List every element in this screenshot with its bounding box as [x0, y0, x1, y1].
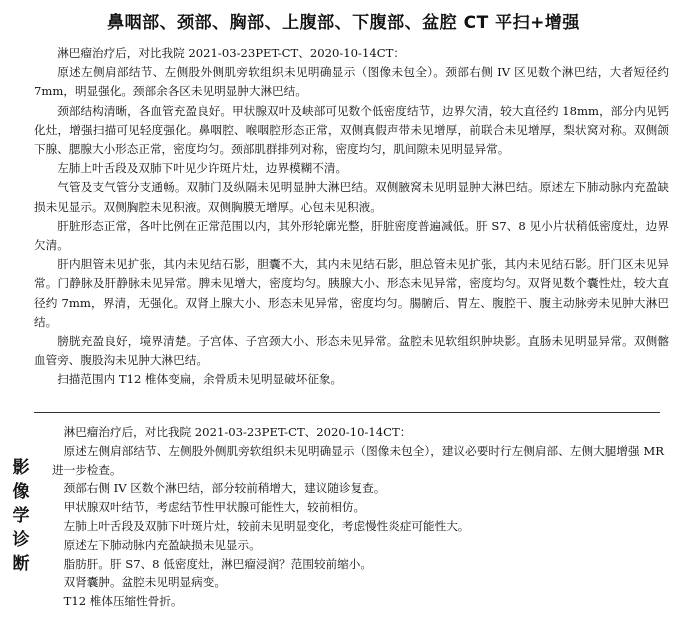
findings-paragraph: 气管及支气管分支通畅。双肺门及纵隔未见明显肿大淋巴结。双侧腋窝未见明显肿大淋巴结。原述左下肺动脉内充盈缺损未见显示。双侧胸腔未见积液。双侧胸膜无增厚。心包未见积液。 — [34, 180, 669, 214]
diagnosis-item: T12 椎体压缩性骨折。 — [63, 594, 183, 609]
findings-paragraph: 肝内胆管未见扩张，其内未见结石影，胆囊不大，其内未见结石影，胆总管未见扩张，其内未见结石影。肝门区未见异常。门静脉及肝静脉未见异常。脾未见增大，密度均匀。胰腺大小、形态未见异常，密度均匀。双肾见数个囊性灶，较大直径约 7mm，界清，无强化。双肾上腺大小、形态未见异常，密度均匀。腸腑后、胃左、腹腔干、腹主动脉旁未见肿大淋巴结。 — [34, 257, 669, 329]
findings-paragraph: 颈部结构清晰，各血管充盈良好。甲状腺双叶及峡部可见数个低密度结节，边界欠清，较大直径约 18mm，部分内见钙化灶，增强扫描可见轻度强化。鼻咽腔、喉咽腔形态正常，双侧真假声带未见增厚，前联合未见增厚，梨状窝对称。双侧颌下腺、腮腺大小形态正常，密度均匀。颈部肌群排列对称，密度均匀，肌间隙未见明显异常。 — [34, 103, 669, 157]
diagnosis-label-char: 像 — [12, 482, 30, 502]
diagnosis-item: 淋巴瘤治疗后，对比我院 2021-03-23PET-CT、2020-10-14CT： — [63, 425, 412, 439]
diagnosis-item: 左肺上叶舌段及双肺下叶斑片灶，较前未见明显变化，考虑慢性炎症可能性大。 — [63, 518, 470, 533]
report-title: 鼻咽部、颈部、胸部、上腹部、下腹部、盆腔 CT 平扫+增强 — [107, 13, 580, 33]
diagnosis-label-char: 断 — [12, 554, 30, 574]
diagnosis-item: 双肾囊肿。盆腔未见明显病变。 — [63, 575, 226, 590]
findings-paragraph: 膀胱充盈良好，境界清楚。子宫体、子宫颈大小、形态未见异常。盆腔未见软组织肿块影。直肠未见明显异常。双侧髂血管旁、腹股沟未见肿大淋巴结。 — [34, 334, 669, 368]
diagnosis-label-char: 学 — [12, 506, 30, 526]
diagnosis-section — [52, 423, 664, 611]
diagnosis-item: 原述左下肺动脉内充盈缺损未见显示。 — [63, 537, 261, 552]
findings-section — [34, 44, 669, 390]
findings-paragraph: 淋巴瘤治疗后，对比我院 2021-03-23PET-CT、2020-10-14CT： — [57, 46, 405, 60]
findings-paragraph: 扫描范围内 T12 椎体变扁，余骨质未见明显破坏征象。 — [57, 372, 343, 387]
section-divider — [34, 412, 660, 413]
diagnosis-item: 原述左侧肩部结节、左侧股外侧肌旁软组织未见明确显示（图像未包全），建议必要时行左侧肩部、左侧大腿增强 MR 进一步检查。 — [52, 443, 664, 477]
findings-paragraph: 原述左侧肩部结节、左侧股外侧肌旁软组织未见明确显示（图像未包全）。颈部右侧 IV 区见数个淋巴结，大者短径约 7mm，明显强化。颈部余各区未见明显肿大淋巴结。 — [34, 65, 669, 99]
findings-paragraph: 肝脏形态正常，各叶比例在正常范围以内，其外形轮廓光整，肝脏密度普遍减低。肝 S7、8 见小片状稍低密度灶，边界欠清。 — [34, 218, 669, 253]
diagnosis-label — [10, 456, 32, 576]
diagnosis-item: 脂肪肝。肝 S7、8 低密度灶，淋巴瘤浸润？范围较前缩小。 — [63, 556, 372, 571]
diagnosis-item: 甲状腺双叶结节，考虑结节性甲状腺可能性大，较前相仿。 — [63, 500, 366, 515]
diagnosis-label-char: 影 — [12, 458, 30, 478]
diagnosis-item: 颈部右侧 IV 区数个淋巴结，部分较前稍增大，建议随诊复查。 — [63, 481, 386, 496]
diagnosis-label-char: 诊 — [12, 530, 30, 550]
findings-paragraph: 左肺上叶舌段及双肺下叶见少许斑片灶，边界模糊不清。 — [57, 161, 348, 176]
